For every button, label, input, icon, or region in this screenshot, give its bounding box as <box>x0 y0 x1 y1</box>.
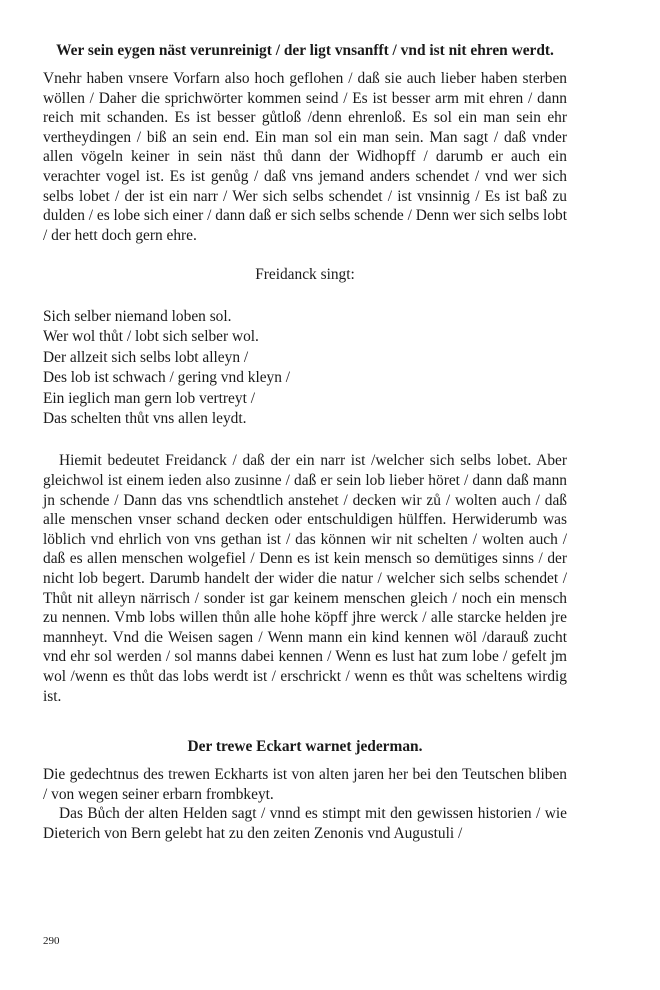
verse-line: Des lob ist schwach / gering vnd kleyn / <box>43 369 291 387</box>
paragraph-freidanck-commentary: Hiemit bedeutet Freidanck / daß der ein narr ist /welcher sich selbs lobet. Aber gleichwol ist einem ieden also zusinne / daß er sein lob lieber höret / dann daß mann jn schende / Dann das vns schendtlich anstehet / decken wir zů / wolten auch / daß alle menschen vnser schand decken oder entschuldigen hülffen. Herwiderumb was löblich vnd ehrlich von vns gethan ist / das können wir nit schelten / wolten auch / daß es allen menschen wolgefiel / Denn es ist kein mensch so demütiges sinns / der nicht lob begert. Darumb handelt der wider die natur / welcher sich selbs schendet / Thůt nit alleyn närrisch / sonder ist gar keinem menschen gleich / noch ein mensch zu nennen. Vmb lobs willen thůn alle hohe köpff jhre werck / alle starcke helden jre mannheyt. Vnd die Weisen sagen / Wenn mann ein kind kennen wöl /darauß zucht vnd ehr sol werden / sol manns dabei kennen / Wenn es lust hat zum lobe / gefelt jm wol /wenn es thůt das lobs werdt ist / erschrickt / wenn es thůt was scheltens wirdig ist. <box>43 452 567 705</box>
paragraph-heldenbuch: Das Bůch der alten Helden sagt / vnnd es stimpt mit den gewissen historien / wie Dieterich von Bern gelebt hat zu den zeiten Zenonis vnd Augustuli / <box>43 805 567 842</box>
freidanck-verse <box>43 307 567 429</box>
book-page <box>43 40 567 843</box>
freidanck-intro: Freidanck singt: <box>255 266 355 284</box>
paragraph-eckart-memory: Die gedechtnus des trewen Eckharts ist von alten jaren her bei den Teutschen bliben / von wegen seiner erbarn frombkeyt. <box>43 766 567 803</box>
page-number: 290 <box>43 935 60 947</box>
section-heading-eckart: Der trewe Eckart warnet jederman. <box>187 738 423 756</box>
verse-line: Wer wol thůt / lobt sich selber wol. <box>43 328 259 346</box>
verse-line: Ein ieglich man gern lob vertreyt / <box>43 389 255 407</box>
verse-line: Das schelten thůt vns allen leydt. <box>43 409 247 427</box>
verse-line: Der allzeit sich selbs lobt alleyn / <box>43 348 249 366</box>
verse-line: Sich selber niemand loben sol. <box>43 307 232 325</box>
paragraph-honor: Vnehr haben vnsere Vorfarn also hoch geflohen / daß sie auch lieber haben sterben wöllen / Daher die sprichwörter kommen seind / Es ist besser arm mit ehren / dann reich mit schanden. Es ist besser gůtloß /denn ehrenloß. Es sol ein man sein ehr vertheydingen / biß an sein end. Ein man sol ein man sein. Man sagt / daß vnder allen vögeln keiner in sein näst thů dann der Widhopff / darumb er auch ein verachter vogel ist. Es ist genůg / daß vns jemand anders schendet / vnd wer sich selbs lobet / der ist ein narr / Wer sich selbs schendet / ist vnsinnig / Es ist baß zu dulden / es lobe sich einer / dann daß er sich selbs schende / Denn wer sich selbs lobt / der hett doch gern ehre. <box>43 70 568 244</box>
section-heading-nest: Wer sein eygen näst verunreinigt / der ligt vnsanfft / vnd ist nit ehren werdt. <box>56 42 554 59</box>
